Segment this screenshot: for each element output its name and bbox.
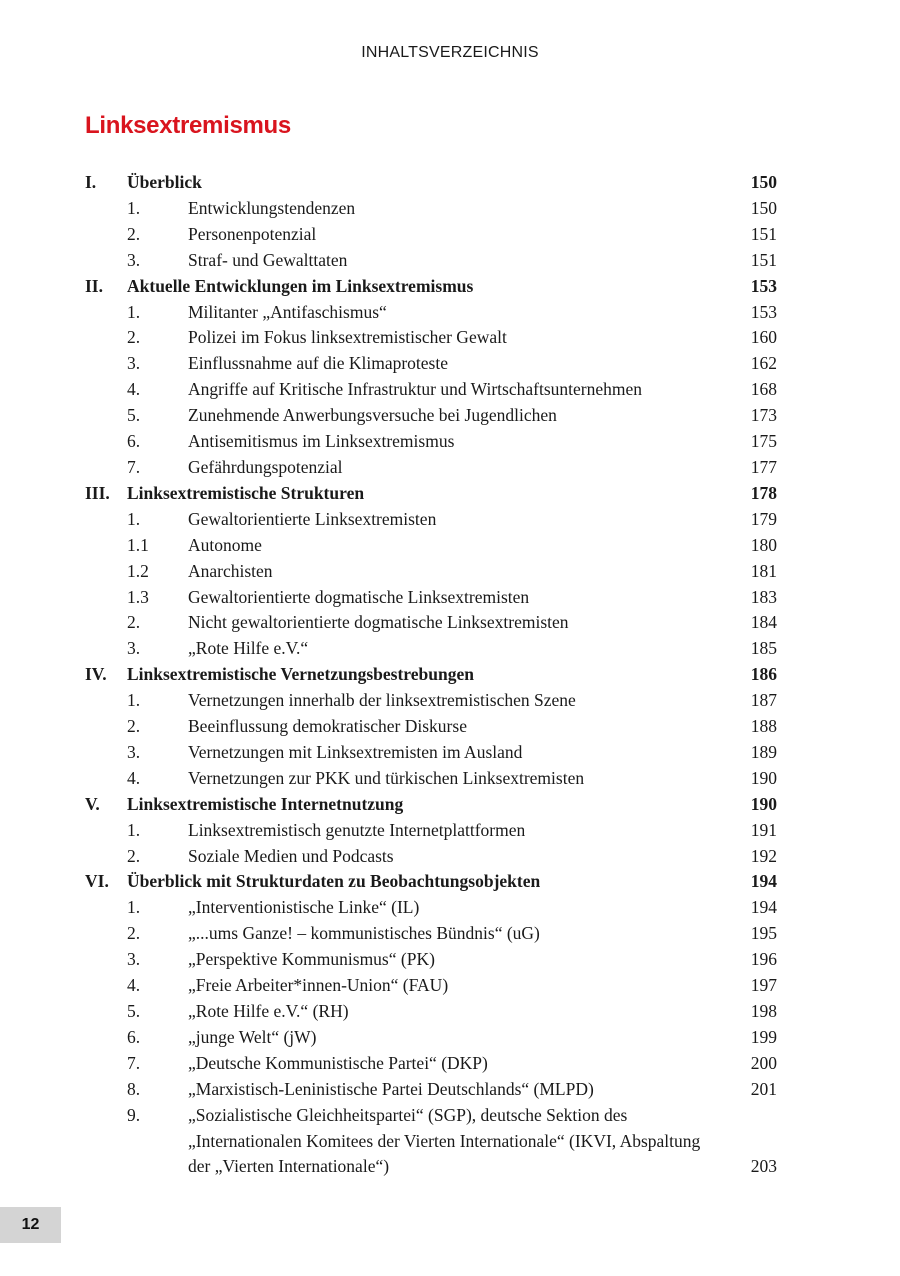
page-number: 160 xyxy=(750,327,777,348)
entry-title: „Marxistisch-Leninistische Partei Deutschlands“ (MLPD) xyxy=(188,1078,594,1099)
toc-chapter-5[interactable] xyxy=(85,792,777,818)
entry-number: 4. xyxy=(127,379,141,400)
entry-title: „Deutsche Kommunistische Partei“ (DKP) xyxy=(188,1052,488,1073)
entry-number: 5. xyxy=(127,405,141,426)
toc-chapter-3[interactable] xyxy=(85,481,777,507)
page-number: 189 xyxy=(750,741,777,762)
entry-number: 1.3 xyxy=(127,586,149,607)
entry-title: Vernetzungen innerhalb der linksextremistischen Szene xyxy=(188,690,576,711)
page-number: 196 xyxy=(750,949,777,970)
toc-entry[interactable] xyxy=(85,325,777,351)
page-number: 194 xyxy=(750,897,777,918)
page-number: 200 xyxy=(750,1052,777,1073)
page-number: 150 xyxy=(750,197,777,218)
entry-title: Straf- und Gewalttaten xyxy=(188,249,348,270)
page-number: 173 xyxy=(750,405,777,426)
entry-number: 3. xyxy=(127,741,141,762)
page-number: 178 xyxy=(750,482,777,503)
page-number: 197 xyxy=(750,975,777,996)
chapter-number: II. xyxy=(85,275,103,296)
page-number: 150 xyxy=(750,172,777,192)
toc-chapter-6[interactable] xyxy=(85,869,777,895)
entry-title: Autonome xyxy=(188,534,262,555)
entry-number: 1. xyxy=(127,897,141,918)
toc-chapter-4[interactable] xyxy=(85,662,777,688)
toc-entry[interactable] xyxy=(85,455,777,481)
toc-entry[interactable] xyxy=(85,921,777,947)
entry-title: „...ums Ganze! – kommunistisches Bündnis“ (uG) xyxy=(188,923,540,944)
page-number: 203 xyxy=(750,1156,777,1177)
entry-title: „Rote Hilfe e.V.“ xyxy=(188,638,309,659)
toc-entry[interactable] xyxy=(85,429,777,455)
page-number-badge: 12 xyxy=(0,1207,61,1243)
page-number: 175 xyxy=(750,431,777,452)
entry-title: „Interventionistische Linke“ (IL) xyxy=(188,897,420,918)
entry-title: Nicht gewaltorientierte dogmatische Linksextremisten xyxy=(188,612,569,633)
entry-title: Beeinflussung demokratischer Diskurse xyxy=(188,716,467,737)
toc-entry[interactable] xyxy=(85,300,777,326)
entry-title: Soziale Medien und Podcasts xyxy=(188,845,394,866)
table-of-contents xyxy=(85,170,777,1180)
toc-entry[interactable] xyxy=(85,973,777,999)
entry-number: 1. xyxy=(127,508,141,529)
chapter-title: Linksextremistische Internetnutzung xyxy=(127,793,404,814)
page-number: 183 xyxy=(750,586,777,607)
page-number: 177 xyxy=(750,456,777,477)
toc-entry[interactable] xyxy=(85,818,777,844)
chapter-number: III. xyxy=(85,482,110,503)
toc-entry[interactable] xyxy=(85,895,777,921)
page-number: 184 xyxy=(750,612,777,633)
entry-number: 2. xyxy=(127,845,141,866)
page-number: 151 xyxy=(750,223,777,244)
entry-number: 1. xyxy=(127,301,141,322)
page-number: 187 xyxy=(750,690,777,711)
entry-title: Gefährdungspotenzial xyxy=(188,456,343,477)
toc-entry[interactable] xyxy=(85,377,777,403)
toc-entry[interactable] xyxy=(85,1051,777,1077)
entry-title: Gewaltorientierte Linksextremisten xyxy=(188,508,437,529)
entry-title: „Freie Arbeiter*innen-Union“ (FAU) xyxy=(188,975,449,996)
page-number: 190 xyxy=(750,767,777,788)
toc-entry[interactable] xyxy=(85,196,777,222)
toc-entry[interactable] xyxy=(85,740,777,766)
entry-number: 2. xyxy=(127,223,141,244)
entry-title: Militanter „Antifaschismus“ xyxy=(188,301,387,322)
entry-title: Antisemitismus im Linksextremismus xyxy=(188,431,455,452)
entry-number: 5. xyxy=(127,1001,141,1021)
page-number: 192 xyxy=(750,845,777,866)
toc-chapter-1[interactable] xyxy=(85,170,777,196)
page-number: 180 xyxy=(750,534,777,555)
page-number: 153 xyxy=(750,301,777,322)
chapter-number: VI. xyxy=(85,871,109,892)
toc-entry[interactable] xyxy=(85,351,777,377)
toc-entry[interactable] xyxy=(85,585,777,611)
entry-number: 1. xyxy=(127,690,141,711)
entry-title-line: der „Vierten Internationale“) xyxy=(188,1156,390,1177)
entry-title: „junge Welt“ (jW) xyxy=(188,1026,317,1047)
toc-entry[interactable] xyxy=(85,248,777,274)
page-number: 181 xyxy=(750,560,777,581)
entry-number: 8. xyxy=(127,1078,141,1099)
chapter-number: I. xyxy=(85,172,97,192)
page-number: 195 xyxy=(750,923,777,944)
chapter-title: Linksextremistische Vernetzungsbestrebungen xyxy=(127,664,474,685)
toc-entry[interactable] xyxy=(85,947,777,973)
chapter-title: Linksextremistische Strukturen xyxy=(127,482,365,503)
section-title: Linksextremismus xyxy=(85,112,291,139)
entry-number: 4. xyxy=(127,975,141,996)
toc-entry[interactable] xyxy=(85,999,777,1025)
entry-title: Linksextremistisch genutzte Internetplattformen xyxy=(188,819,526,840)
entry-number: 4. xyxy=(127,767,141,788)
page-number: 186 xyxy=(750,664,777,685)
entry-title xyxy=(188,1103,777,1181)
entry-number: 3. xyxy=(127,353,141,374)
entry-number: 1.1 xyxy=(127,534,149,555)
page-number: 188 xyxy=(750,716,777,737)
entry-title: Einflussnahme auf die Klimaproteste xyxy=(188,353,448,374)
entry-number: 6. xyxy=(127,1026,141,1047)
entry-number: 1.2 xyxy=(127,560,149,581)
chapter-title: Überblick xyxy=(127,172,202,192)
page-number: 168 xyxy=(750,379,777,400)
toc-entry[interactable] xyxy=(85,688,777,714)
entry-title: Zunehmende Anwerbungsversuche bei Jugendlichen xyxy=(188,405,557,426)
entry-title: Vernetzungen zur PKK und türkischen Linksextremisten xyxy=(188,767,585,788)
entry-number: 2. xyxy=(127,612,141,633)
entry-number: 9. xyxy=(127,1104,141,1125)
toc-entry[interactable] xyxy=(85,559,777,585)
toc-entry[interactable] xyxy=(85,636,777,662)
entry-title-line: „Internationalen Komitees der Vierten Internationale“ (IKVI, Abspaltung xyxy=(188,1130,701,1151)
entry-number: 2. xyxy=(127,327,141,348)
page-number: 153 xyxy=(750,275,777,296)
entry-title: „Perspektive Kommunismus“ (PK) xyxy=(188,949,435,970)
toc-entry[interactable] xyxy=(85,844,777,870)
page-number: 199 xyxy=(750,1026,777,1047)
toc-entry[interactable] xyxy=(85,714,777,740)
toc-entry[interactable] xyxy=(85,1103,777,1181)
page-number: 179 xyxy=(750,508,777,529)
entry-title: Angriffe auf Kritische Infrastruktur und Wirtschaftsunternehmen xyxy=(188,379,642,400)
entry-title: Anarchisten xyxy=(188,560,273,581)
toc-entry[interactable] xyxy=(85,1025,777,1051)
page-number: 191 xyxy=(750,819,777,840)
page-number: 198 xyxy=(750,1001,777,1021)
chapter-number: IV. xyxy=(85,664,107,685)
entry-number: 3. xyxy=(127,249,141,270)
entry-title: „Rote Hilfe e.V.“ (RH) xyxy=(188,1001,349,1021)
entry-number: 2. xyxy=(127,923,141,944)
entry-number: 6. xyxy=(127,431,141,452)
entry-number: 1. xyxy=(127,197,141,218)
toc-entry[interactable] xyxy=(85,766,777,792)
entry-number: 1. xyxy=(127,819,141,840)
page-number: 162 xyxy=(750,353,777,374)
entry-title: Entwicklungstendenzen xyxy=(188,197,356,218)
running-header: INHALTSVERZEICHNIS xyxy=(361,44,539,61)
page-number: 201 xyxy=(750,1078,777,1099)
toc-entry[interactable] xyxy=(85,507,777,533)
page-number: 151 xyxy=(750,249,777,270)
toc-entry[interactable] xyxy=(85,1077,777,1103)
page-number: 190 xyxy=(750,793,777,814)
entry-title: Personenpotenzial xyxy=(188,223,317,244)
chapter-number: V. xyxy=(85,793,100,814)
page-number: 185 xyxy=(750,638,777,659)
entry-number: 7. xyxy=(127,456,141,477)
toc-entry[interactable] xyxy=(85,222,777,248)
entry-title: Gewaltorientierte dogmatische Linksextremisten xyxy=(188,586,530,607)
page-number: 194 xyxy=(750,871,777,892)
toc-entry[interactable] xyxy=(85,403,777,429)
entry-number: 7. xyxy=(127,1052,141,1073)
entry-number: 2. xyxy=(127,716,141,737)
toc-entry[interactable] xyxy=(85,533,777,559)
chapter-title: Überblick mit Strukturdaten zu Beobachtungsobjekten xyxy=(127,871,541,892)
toc-entry[interactable] xyxy=(85,610,777,636)
entry-title: Vernetzungen mit Linksextremisten im Ausland xyxy=(188,741,523,762)
entry-title: Polizei im Fokus linksextremistischer Gewalt xyxy=(188,327,507,348)
toc-chapter-2[interactable] xyxy=(85,274,777,300)
entry-number: 3. xyxy=(127,949,141,970)
chapter-title: Aktuelle Entwicklungen im Linksextremismus xyxy=(127,275,474,296)
entry-title-line: „Sozialistische Gleichheitspartei“ (SGP), deutsche Sektion des xyxy=(188,1104,628,1125)
entry-number: 3. xyxy=(127,638,141,659)
